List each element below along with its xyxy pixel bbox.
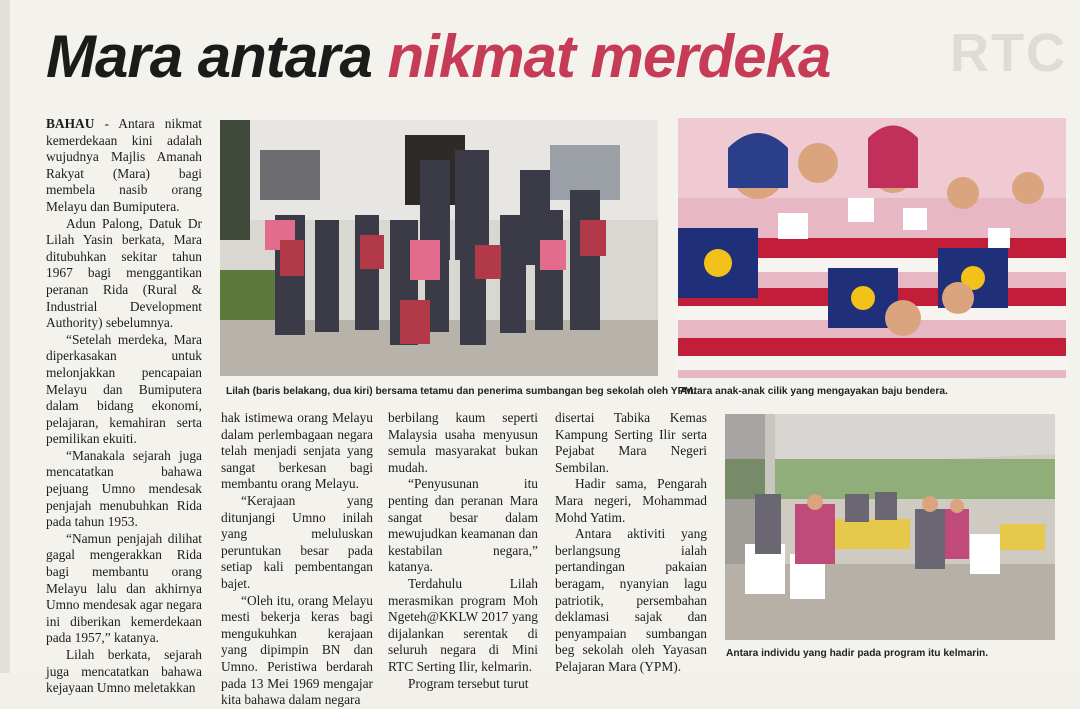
paragraph: “Kerajaan yang ditunjangi Umno inilah yang meluluskan peruntukan besar pada setiap kali pembentangan bajet. [221, 492, 373, 591]
article-column-4 [555, 410, 707, 676]
paragraph: “Manakala sejarah juga mencatatkan bahawa pejuang Umno mendesak penjajah menubuhkan Rida pada tahun 1953. [46, 447, 202, 530]
paragraph: hak istimewa orang Melayu dalam perlembagaan negara telah menjadi senjata yang sangat berkesan bagi membantu orang Melayu. [221, 410, 373, 492]
paragraph: “Penyusunan itu penting dan peranan Mara sangat besar dalam mewujudkan keamanan dan kestabilan negara,” katanya. [388, 476, 538, 575]
paragraph: disertai Tabika Kemas Kampung Serting Ilir serta Pejabat Mara Negeri Sembilan. [555, 410, 707, 475]
paragraph: Program tersebut turut [408, 675, 529, 691]
dateline: BAHAU [46, 116, 95, 131]
paragraph: Terdahulu Lilah merasmikan program Moh Ngeteh@KKLW 2017 yang dijalankan serentak di seluruh negara di Mini RTC Serting Ilir, kelmarin. [388, 575, 538, 674]
event-photo-image [725, 414, 1055, 640]
background-watermark: RTC [950, 23, 1067, 83]
article-column-3 [388, 410, 538, 692]
group-photo-image [220, 120, 658, 376]
article-headline [46, 14, 830, 100]
paragraph: berbilang kaum seperti Malaysia usaha menyusun semula masyarakat bukan mudah. [388, 410, 538, 475]
paragraph: Antara aktiviti yang berlangsung ialah pertandingan pakaian beragam, nyanyian lagu patriotik, persembahan deklamasi sajak dan penyampaian sumbangan beg sekolah oleh Yayasan Pelajaran Mara (YPM). [555, 526, 707, 674]
paragraph: “Setelah merdeka, Mara diperkasakan untuk melonjakkan pencapaian Melayu dan Bumiputera dalam bidang ekonomi, pelajaran, kemahiran serta pemilikan ekuiti. [46, 331, 202, 447]
headline-part-dark: Mara antara [46, 23, 372, 90]
children-photo-image [678, 118, 1066, 378]
paragraph: Lilah berkata, sejarah juga mencatatkan bahawa kejayaan Umno meletakkan [46, 647, 202, 696]
paragraph: Hadir sama, Pengarah Mara negeri, Mohammad Mohd Yatim. [555, 476, 707, 525]
caption-children-photo: Antara anak-anak cilik yang mengayakan baju bendera. [680, 386, 948, 397]
caption-event-photo: Antara individu yang hadir pada program itu kelmarin. [726, 648, 989, 659]
article-column-1 [46, 116, 202, 697]
photo-children [678, 118, 1066, 378]
caption-group-photo: Lilah (baris belakang, dua kiri) bersama tetamu dan penerima sumbangan beg sekolah oleh YPM. [226, 386, 696, 397]
headline-part-red: nikmat merdeka [387, 23, 831, 90]
paragraph: “Oleh itu, orang Melayu mesti bekerja keras bagi mengukuhkan kerajaan yang dipimpin BN dan Umno. Peristiwa berdarah pada 13 Mei 1969 mengajar kita bahawa dalam negara [221, 592, 373, 708]
article-column-2 [221, 410, 373, 709]
paragraph: Adun Palong, Datuk Dr Lilah Yasin berkata, Mara ditubuhkan sekitar tahun 1967 bagi menggantikan peranan Rida (Rural & Industrial Development Authority) sebelumnya. [46, 215, 202, 331]
page-edge [0, 0, 10, 673]
paragraph: “Namun penjajah dilihat gagal mengerakkan Rida bagi membantu orang Melayu lalu dan akhirnya Umno mendesak agar negara ini diberikan kemerdekaan pada 1957,” katanya. [46, 530, 202, 646]
photo-group [220, 120, 658, 376]
paragraph: BAHAU - Antara nikmat kemerdekaan kini adalah wujudnya Majlis Amanah Rakyat (Mara) bagi membela nasib orang Melayu dan Bumiputera. [46, 116, 202, 214]
photo-event [725, 414, 1055, 640]
